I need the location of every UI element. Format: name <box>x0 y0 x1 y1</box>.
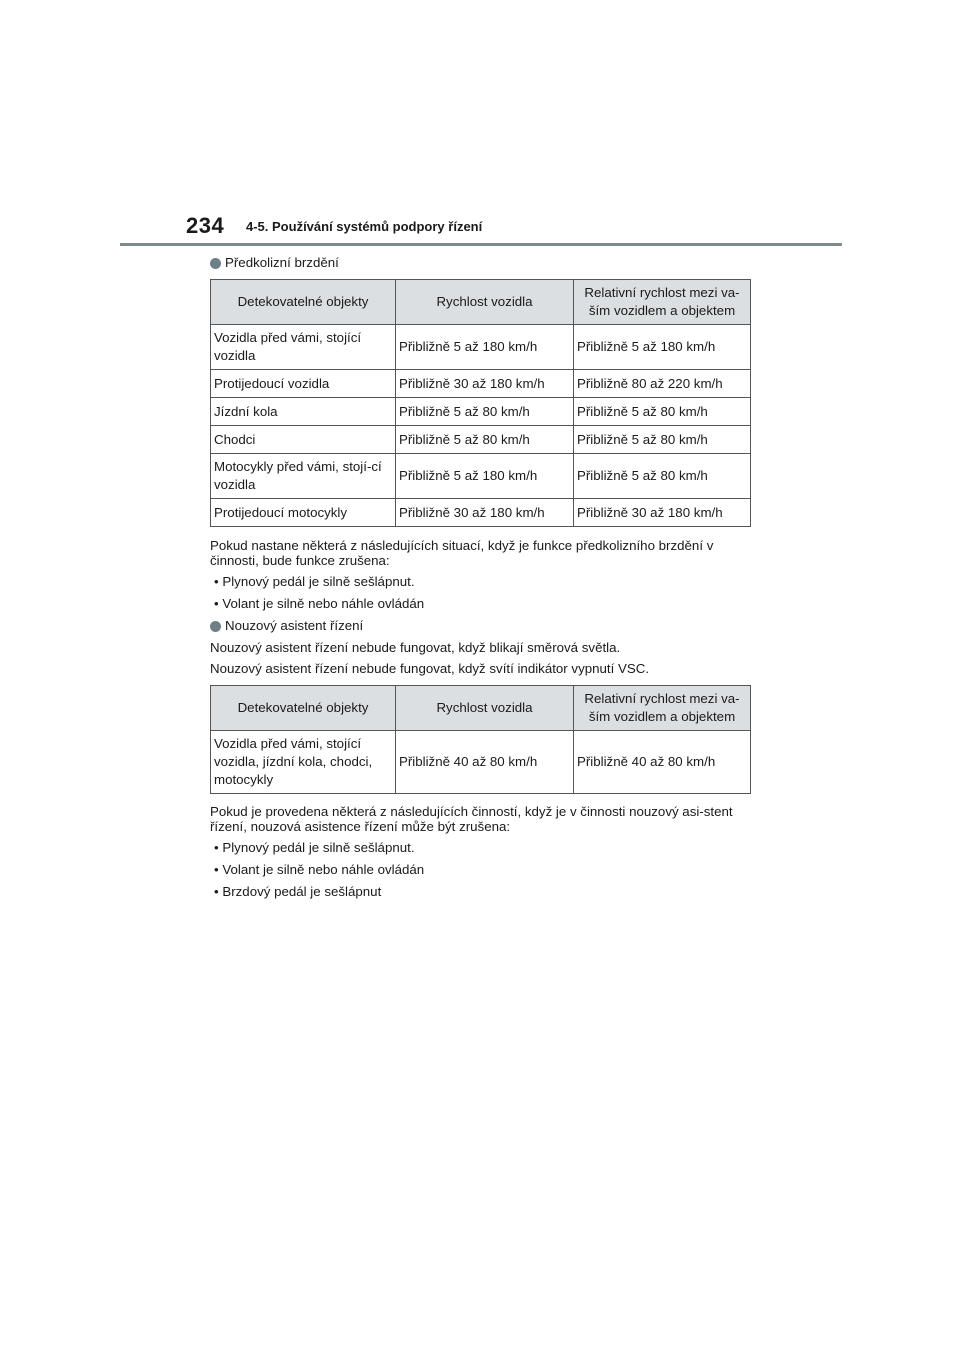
table-header-cell: Rychlost vozidla <box>396 280 574 325</box>
table-cell: Vozidla před vámi, stojící vozidla <box>211 325 396 370</box>
table-cell: Protijedoucí motocykly <box>211 499 396 527</box>
list-item: • Volant je silně nebo náhle ovládán <box>214 596 425 611</box>
table-row <box>211 325 751 370</box>
table-cell: Přibližně 80 až 220 km/h <box>574 370 751 398</box>
emergency-steering-table <box>210 685 751 794</box>
table-row <box>211 370 751 398</box>
table-cell: Přibližně 5 až 180 km/h <box>574 325 751 370</box>
page-content <box>210 254 750 900</box>
table-row <box>211 499 751 527</box>
list-item: • Plynový pedál je silně sešlápnut. <box>214 840 415 855</box>
section-heading-emergency-steering <box>210 617 750 635</box>
table-header-row <box>211 686 751 731</box>
page-number: 234 <box>186 213 225 238</box>
bullet-dot-icon <box>210 258 221 269</box>
table-cell: Přibližně 30 až 180 km/h <box>396 499 574 527</box>
table-cell: Přibližně 5 až 80 km/h <box>396 398 574 426</box>
table-row <box>211 398 751 426</box>
table-header-cell: Detekovatelné objekty <box>211 686 396 731</box>
table-cell: Přibližně 5 až 80 km/h <box>574 398 751 426</box>
table-cell: Vozidla před vámi, stojící vozidla, jízdní kola, chodci, motocykly <box>211 731 396 794</box>
table-header-cell: Relativní rychlost mezi va- ším vozidlem a objektem <box>574 280 751 325</box>
table-cell: Přibližně 40 až 80 km/h <box>396 731 574 794</box>
table-cell: Přibližně 5 až 80 km/h <box>574 426 751 454</box>
section-heading-precollision <box>210 254 750 272</box>
paragraph: Nouzový asistent řízení nebude fungovat, když svítí indikátor vypnutí VSC. <box>210 661 650 676</box>
table-header-row <box>211 280 751 325</box>
table-cell: Chodci <box>211 426 396 454</box>
section-title: 4-5. Používání systémů podpory řízení <box>246 219 483 234</box>
table-cell: Přibližně 30 až 180 km/h <box>574 499 751 527</box>
table-cell: Přibližně 5 až 80 km/h <box>574 454 751 499</box>
precollision-table <box>210 279 751 527</box>
table-row <box>211 731 751 794</box>
list-item: • Brzdový pedál je sešlápnut <box>214 884 382 899</box>
table-cell: Přibližně 5 až 180 km/h <box>396 325 574 370</box>
table-cell: Přibližně 5 až 180 km/h <box>396 454 574 499</box>
header-rule <box>120 243 842 246</box>
table-header-cell: Rychlost vozidla <box>396 686 574 731</box>
paragraph: Nouzový asistent řízení nebude fungovat, když blikají směrová světla. <box>210 640 621 655</box>
table-cell: Jízdní kola <box>211 398 396 426</box>
heading-text: Nouzový asistent řízení <box>225 618 364 633</box>
heading-text: Předkolizní brzdění <box>225 255 339 270</box>
list-item: • Plynový pedál je silně sešlápnut. <box>214 574 415 589</box>
table-cell: Protijedoucí vozidla <box>211 370 396 398</box>
table-header-cell: Detekovatelné objekty <box>211 280 396 325</box>
table-cell: Motocykly před vámi, stojí-cí vozidla <box>211 454 396 499</box>
table-cell: Přibližně 5 až 80 km/h <box>396 426 574 454</box>
table-cell: Přibližně 40 až 80 km/h <box>574 731 751 794</box>
paragraph: Pokud je provedena některá z následujících činností, když je v činnosti nouzový asi-stent řízení, nouzová asistence řízení může být zrušena: <box>210 804 733 834</box>
table-header-cell: Relativní rychlost mezi va- ším vozidlem a objektem <box>574 686 751 731</box>
list-item: • Volant je silně nebo náhle ovládán <box>214 862 425 877</box>
bullet-dot-icon <box>210 621 221 632</box>
table-cell: Přibližně 30 až 180 km/h <box>396 370 574 398</box>
table-row <box>211 454 751 499</box>
paragraph: Pokud nastane některá z následujících situací, když je funkce předkolizního brzdění v činnosti, bude funkce zrušena: <box>210 538 714 568</box>
table-row <box>211 426 751 454</box>
